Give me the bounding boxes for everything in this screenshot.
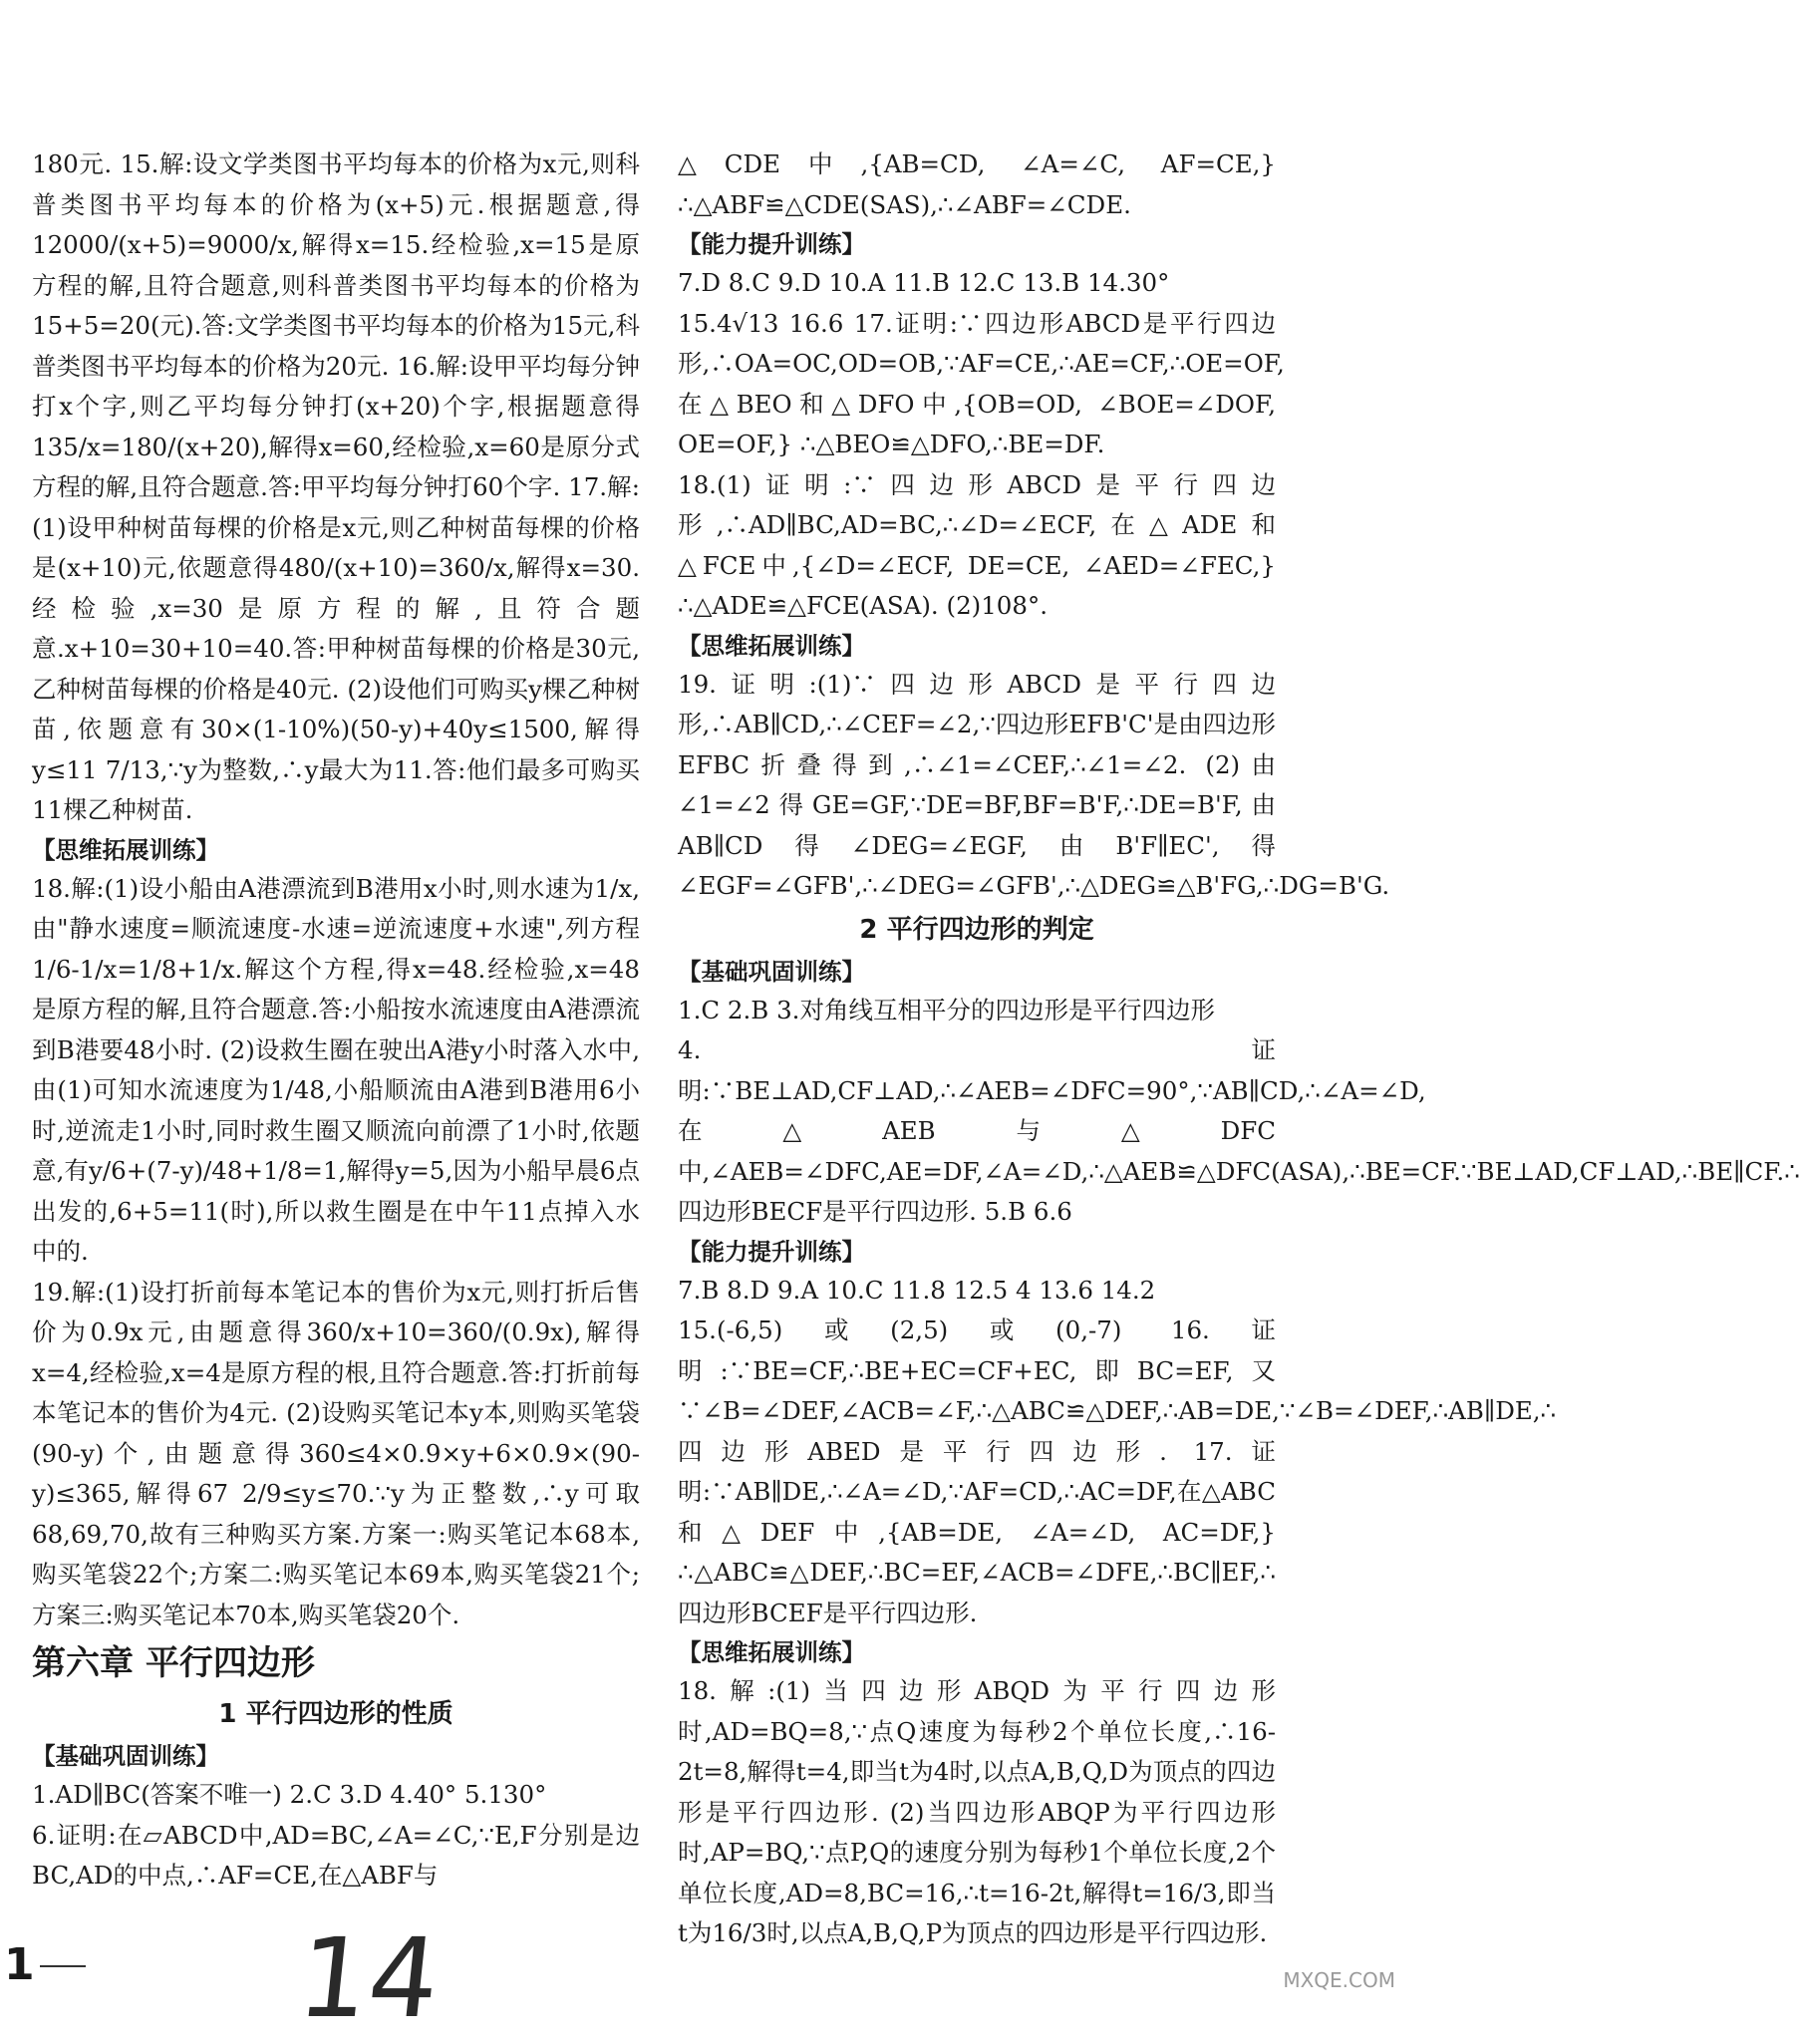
heading-title: 【思维拓展训练】	[678, 1638, 865, 1666]
answer-paragraph: 7.B 8.D 9.A 10.C 11.8 12.5 4 13.6 14.2	[678, 1275, 1156, 1305]
answer-paragraph: 6.证明:在▱ABCD中,AD=BC,∠A=∠C,∵E,F分别是边BC,AD的中点,∴AF=CE,在△ABF与	[32, 1820, 640, 1890]
answer-paragraph: 7.D 8.C 9.D 10.A 11.B 12.C 13.B 14.30°	[678, 268, 1170, 297]
page-number-rule	[40, 1965, 86, 1967]
answer-paragraph: 1.AD∥BC(答案不唯一) 2.C 3.D 4.40° 5.130°	[32, 1780, 547, 1809]
answer-paragraph: 18.解:(1)当四边形ABQD为平行四边形时,AD=BQ=8,∵点Q速度为每秒2个单位长度,∴16-2t=8,解得t=4,即当t为4时,以点A,B,Q,D为顶点的四边形是平行四边形. (2)当四边形ABQP为平行四边形时,AP=BQ,∵点P,Q的速度分别为每秒1个单位长度,2个单位长度,AD=8,BC=16,∴t=16-2t,解得t=16/3,即当t为16/3时,以点A,B,Q,P为顶点的四边形是平行四边形.	[678, 1676, 1276, 1947]
answer-paragraph: 15.4√13 16.6 17.证明:∵四边形ABCD是平行四边形,∴OA=OC,OD=OB,∵AF=CE,∴AE=CF,∴OE=OF,在△BEO和△DFO中,{OB=OD, ∠BOE=∠DOF, OE=OF,} ∴△BEO≌△DFO,∴BE=DF.	[678, 308, 1285, 458]
handwritten-note: 14	[292, 1914, 446, 2042]
heading-title: 【基础巩固训练】	[678, 957, 865, 986]
answer-paragraph: 1.C 2.B 3.对角线互相平分的四边形是平行四边形	[678, 995, 1215, 1024]
heading-title: 【基础巩固训练】	[32, 1742, 219, 1770]
section-title: 1 平行四边形的性质	[218, 1699, 453, 1729]
watermark-text: MXQE.COM	[1283, 1968, 1395, 1992]
answer-paragraph: 19.证明:(1)∵四边形ABCD是平行四边形,∴AB∥CD,∴∠CEF=∠2,∵四边形EFB'C'是由四边形EFBC折叠得到,∴∠1=∠CEF,∴∠1=∠2. (2)由∠1=∠2得GE=GF,∵DE=BF,BF=B'F,∴DE=B'F,由AB∥CD得∠DEG=∠EGF,由B'F∥EC',得∠EGF=∠GFB',∴∠DEG=∠GFB',∴△DEG≌△B'FG,∴DG=B'G.	[678, 669, 1390, 900]
answer-paragraph: 19.解:(1)设打折前每本笔记本的售价为x元,则打折后售价为0.9x元,由题意得360/x+10=360/(0.9x),解得x=4,经检验,x=4是原方程的根,且符合题意.答:打折前每本笔记本的售价为4元. (2)设购买笔记本y本,则购买笔袋(90-y)个,由题意得360≤4×0.9×y+6×0.9×(90-y)≤365,解得67 2/9≤y≤70.∵y为正整数,∴y可取68,69,70,故有三种购买方案.方案一:购买笔记本68本,购买笔袋22个;方案二:购买笔记本69本,购买笔袋21个;方案三:购买笔记本70本,购买笔袋20个.	[32, 1277, 640, 1629]
answer-paragraph: 18.(1)证明:∵四边形ABCD是平行四边形,∴AD∥BC,AD=BC,∴∠D=∠ECF,在△ADE和△FCE中,{∠D=∠ECF, DE=CE, ∠AED=∠FEC,} ∴△ADE≌△FCE(ASA). (2)108°.	[678, 469, 1276, 620]
answer-paragraph: 18.解:(1)设小船由A港漂流到B港用x小时,则水速为1/x,由"静水速度=顺流速度-水速=逆流速度+水速",列方程1/6-1/x=1/8+1/x.解这个方程,得x=48.经检验,x=48是原方程的解,且符合题意.答:小船按水流速度由A港漂流到B港要48小时. (2)设救生圈在驶出A港y小时落入水中,由(1)可知水流速度为1/48,小船顺流由A港到B港用6小时,逆流走1小时,同时救生圈又顺流向前漂了1小时,依题意,有y/6+(7-y)/48+1/8=1,解得y=5,因为小船早晨6点出发的,6+5=11(时),所以救生圈是在中午11点掉入水中的.	[32, 873, 640, 1266]
answer-paragraph: 180元. 15.解:设文学类图书平均每本的价格为x元,则科普类图书平均每本的价格为(x+5)元.根据题意,得12000/(x+5)=9000/x,解得x=15.经检验,x=15是原方程的解,且符合题意,则科普类图书平均每本的价格为15+5=20(元).答:文学类图书平均每本的价格为15元,科普类图书平均每本的价格为20元. 16.解:设甲平均每分钟打x个字,则乙平均每分钟打(x+20)个字,根据题意得135/x=180/(x+20),解得x=60,经检验,x=60是原分式方程的解,且符合题意.答:甲平均每分钟打60个字. 17.解:(1)设甲种树苗每棵的价格是x元,则乙种树苗每棵的价格是(x+10)元,依题意得480/(x+10)=360/x,解得x=30.经检验,x=30是原方程的解,且符合题意.x+10=30+10=40.答:甲种树苗每棵的价格是30元,乙种树苗每棵的价格是40元. (2)设他们可购买y棵乙种树苗,依题意有30×(1-10%)(50-y)+40y≤1500,解得y≤11 7/13,∵y为整数,∴y最大为11.答:他们最多可购买11棵乙种树苗.	[32, 149, 640, 824]
answer-paragraph: 15.(-6,5)或(2,5)或(0,-7) 16.证明:∵BE=CF,∴BE+EC=CF+EC,即BC=EF,又∵∠B=∠DEF,∠ACB=∠F,∴△ABC≌△DEF,∴AB=DE,∵∠B=∠DEF,∴AB∥DE,∴四边形ABED是平行四边形. 17.证明:∵AB∥DE,∴∠A=∠D,∵AF=CD,∴AC=DF,在△ABC和△DEF中,{AB=DE, ∠A=∠D, AC=DF,} ∴△ABC≌△DEF,∴BC=EF,∠ACB=∠DFE,∴BC∥EF,∴四边形BCEF是平行四边形.	[678, 1315, 1557, 1627]
section-title: 2 平行四边形的判定	[859, 914, 1094, 945]
chapter-title: 第六章 平行四边形	[32, 1643, 315, 1683]
heading-title: 【思维拓展训练】	[678, 631, 865, 660]
answer-paragraph: 4.证明:∵BE⊥AD,CF⊥AD,∴∠AEB=∠DFC=90°,∵AB∥CD,∴∠A=∠D,在△AEB与△DFC中,∠AEB=∠DFC,AE=DF,∠A=∠D,∴△AEB≌△DFC(ASA),∴BE=CF.∵BE⊥AD,CF⊥AD,∴BE∥CF.∴四边形BECF是平行四边形. 5.B 6.6	[678, 1035, 1800, 1226]
answer-paragraph: △CDE中,{AB=CD, ∠A=∠C, AF=CE,} ∴△ABF≌△CDE(SAS),∴∠ABF=∠CDE.	[678, 149, 1276, 219]
left-column	[32, 145, 640, 1897]
page-number: 1	[4, 1939, 35, 1990]
heading-title: 【能力提升训练】	[678, 1237, 865, 1266]
heading-title: 【能力提升训练】	[678, 230, 865, 258]
right-column	[678, 145, 1800, 1954]
heading-title: 【思维拓展训练】	[32, 835, 219, 864]
